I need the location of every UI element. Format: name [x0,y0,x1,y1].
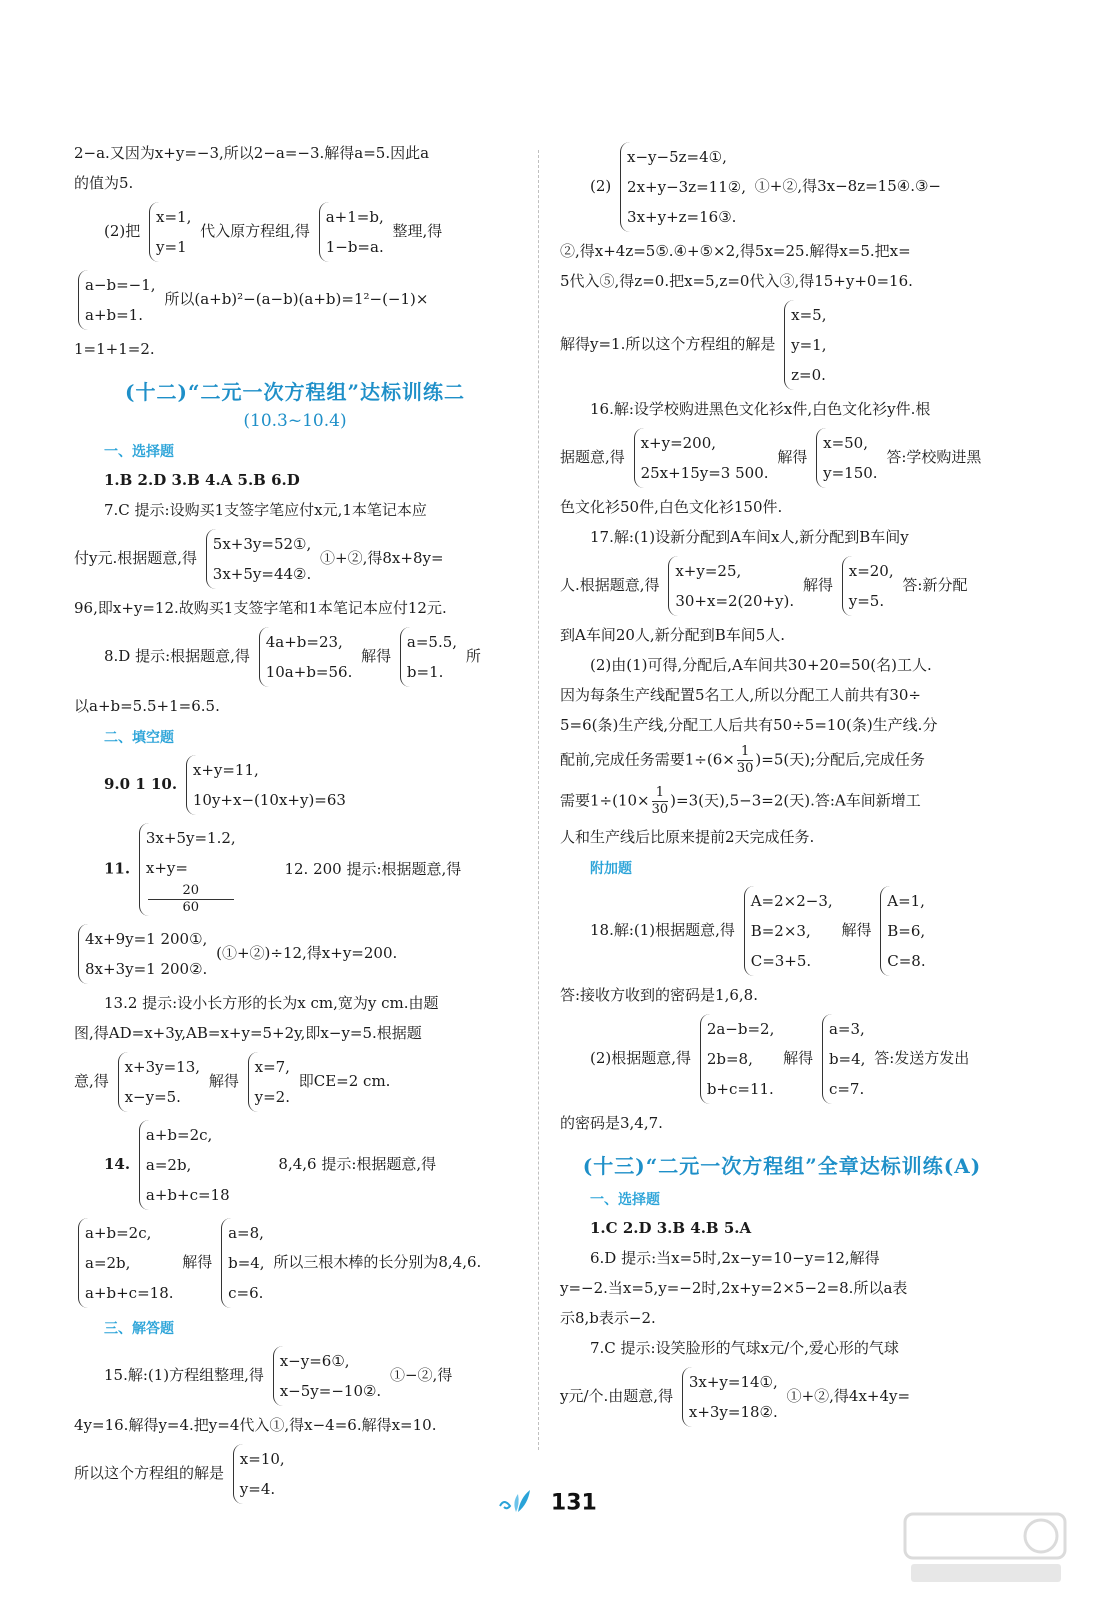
text-line: 5代入⑤,得z=0.把x=5,z=0代入③,得15+y+0=16. [560,272,913,290]
text-line: 1=1+1=2. [74,340,155,358]
question-line: 据题意,得 x+y=200, 25x+15y=3 500. 解得 x=50, y=150. 答:学校购进黑 [560,428,1004,488]
left-column [74,142,516,1512]
equation-system: a=3, b=4, c=7. [822,1014,865,1104]
question-line: 4x+9y=1 200①, 8x+3y=1 200②. (①+②)÷12,得x+y=200. [74,924,516,984]
equation-system: a=5.5, b=1. [400,627,457,687]
equation-system: a+b=2c, a=2b, a+b+c=18 [139,1120,230,1210]
question-line: 8.D 提示:根据题意,得 4a+b=23, 10a+b=56. 解得 a=5.5, b=1. 所 [74,627,516,687]
question-line: 15.解:(1)方程组整理,得 x−y=6①, x−5y=−10②. ①−②,得 [74,1346,516,1406]
text-line: 人和生产线后比原来提前2天完成任务. [560,828,815,846]
equation-system: 2a−b=2, 2b=8, b+c=11. [700,1014,775,1104]
text-line: 以a+b=5.5+1=6.5. [74,697,220,715]
text-line: 图,得AD=x+3y,AB=x+y=5+2y,即x−y=5.根据题 [74,1024,422,1042]
equation-system: x=10, y=4. [233,1444,285,1504]
right-column [560,142,1004,1435]
equation-system: x=1, y=1 [149,202,191,262]
question-line: a+b=2c, a=2b, a+b+c=18. 解得 a=8, b=4, c=6. 所以三根木棒的长分别为8,4,6. [74,1218,516,1308]
question-line: 配前,完成任务需要1÷(6× $\frac{1}{30}$ )=5(天);分配后,完成任务 [560,744,925,776]
text-line: 13.2 提示:设小长方形的长为x cm,宽为y cm.由题 [104,994,439,1012]
equation-system: 3x+y=14①, x+3y=18②. [682,1367,778,1427]
fraction: $\frac{1}{30}$ [736,744,754,776]
question-line: 付y元.根据题意,得 5x+3y=52①, 3x+5y=44②. ①+②,得8x+8y= [74,529,516,589]
question-line: 14. a+b=2c, a=2b, a+b+c=18 8,4,6 提示:根据题意,得 [74,1120,516,1210]
equation-system: a−b=−1, a+b=1. [78,270,156,330]
equation-system: x+y=200, 25x+15y=3 500. [634,428,769,488]
question-line: y元/个.由题意,得 3x+y=14①, x+3y=18②. ①+②,得4x+4y= [560,1367,1004,1427]
equation-system: a+1=b, 1−b=a. [319,202,384,262]
equation-system: x=5, y=1, z=0. [784,300,826,390]
question-line: a−b=−1, a+b=1. 所以(a+b)²−(a−b)(a+b)=1²−(−1)× [74,270,516,330]
equation-system: 4x+9y=1 200①, 8x+3y=1 200②. [78,924,207,984]
equation-system: x=20, y=5. [842,556,894,616]
text-line: 示8,b表示−2. [560,1309,656,1327]
question-line: (2)根据题意,得 2a−b=2, 2b=8, b+c=11. 解得 a=3, b=4, c=7. 答:发送方发出 [560,1014,1004,1104]
text-line: (2)由(1)可得,分配后,A车间共30+20=50(名)工人. [590,656,932,674]
section-heading [560,1150,1004,1179]
text-line: 到A车间20人,新分配到B车间5人. [560,626,786,644]
text-line: 的密码是3,4,7. [560,1114,663,1132]
equation-system: a+b=2c, a=2b, a+b+c=18. [78,1218,174,1308]
equation-system: x−y−5z=4①, 2x+y−3z=11②, 3x+y+z=16③. [620,142,746,232]
text-line: 6.D 提示:当x=5时,2x−y=10−y=12,解得 [590,1249,880,1267]
text-line: 16.解:设学校购进黑色文化衫x件,白色文化衫y件.根 [590,400,931,418]
equation-system: x=50, y=150. [816,428,877,488]
question-line: (2)把 x=1, y=1 代入原方程组,得 a+1=b, 1−b=a. 整理,得 [74,202,516,262]
text-line: 7.C 提示:设笑脸形的气球x元/个,爱心形的气球 [590,1339,899,1357]
text-line: 因为每条生产线配置5名工人,所以分配工人前共有30÷ [560,686,921,704]
subheading: 一、选择题 [590,1192,660,1208]
text-line: 96,即x+y=12.故购买1支签字笔和1本笔记本应付12元. [74,599,447,617]
equation-system: x−y=6①, x−5y=−10②. [273,1346,381,1406]
section-heading [74,376,516,431]
text-line: 2−a.又因为x+y=−3,所以2−a=−3.解得a=5.因此a [74,144,430,162]
text-line: 色文化衫50件,白色文化衫150件. [560,498,783,516]
equation-system: x+y=25, 30+x=2(20+y). [668,556,794,616]
question-line: 解得y=1.所以这个方程组的解是 x=5, y=1, z=0. [560,300,1004,390]
fraction: $\frac{1}{30}$ [651,785,669,817]
swirl-leaf-logo-icon [496,1486,540,1520]
answer-line: 1.C 2.D 3.B 4.B 5.A [590,1219,752,1237]
question-line: 需要1÷(10× $\frac{1}{30}$ )=3(天),5−3=2(天).答:A车间新增工 [560,785,921,817]
fraction: 20 60 [148,883,234,916]
text-line: 5=6(条)生产线,分配工人后共有50÷5=10(条)生产线.分 [560,716,938,734]
question-line: 11. 3x+5y=1.2, x+y= 20 60 12. 200 提示:根据题意,得 [74,823,516,916]
question-line: (2) x−y−5z=4①, 2x+y−3z=11②, 3x+y+z=16③. ①+②,得3x−8z=15④.③− [560,142,1004,232]
section-title: (十三)“二元一次方程组”全章达标训练(A) [582,1154,982,1178]
question-line: 意,得 x+3y=13, x−y=5. 解得 x=7, y=2. 即CE=2 cm. [74,1052,516,1112]
column-divider [538,150,539,1450]
subheading: 附加题 [590,861,632,877]
section-range: (10.3~10.4) [243,411,347,431]
equation-system: a=8, b=4, c=6. [221,1218,264,1308]
equation-system: x+3y=13, x−y=5. [118,1052,200,1112]
equation-system: 3x+5y=1.2, x+y= 20 60 [139,823,236,916]
text-line: 17.解:(1)设新分配到A车间x人,新分配到B车间y [590,528,909,546]
subheading: 三、解答题 [104,1321,174,1337]
watermark-logo-icon [901,1508,1071,1588]
subheading: 一、选择题 [104,444,174,460]
equation-system: A=2×2−3, B=2×3, C=3+5. [744,886,833,976]
question-line: 人.根据题意,得 x+y=25, 30+x=2(20+y). 解得 x=20, y=5. 答:新分配 [560,556,1004,616]
question-line: 所以这个方程组的解是 x=10, y=4. [74,1444,516,1504]
subheading: 二、填空题 [104,730,174,746]
text-line: 的值为5. [74,174,134,192]
text-line: 7.C 提示:设购买1支签字笔应付x元,1本笔记本应 [104,501,427,519]
equation-system: 5x+3y=52①, 3x+5y=44②. [206,529,311,589]
text-line: 答:接收方收到的密码是1,6,8. [560,986,758,1004]
answer-line: 1.B 2.D 3.B 4.A 5.B 6.D [104,471,300,489]
question-line: 18.解:(1)根据题意,得 A=2×2−3, B=2×3, C=3+5. 解得 A=1, B=6, C=8. [560,886,1004,976]
page-number: 131 [550,1490,597,1516]
section-title: (十二)“二元一次方程组”达标训练二 [125,380,465,404]
equation-system: x=7, y=2. [248,1052,290,1112]
text-line: y=−2.当x=5,y=−2时,2x+y=2×5−2=8.所以a表 [560,1279,908,1297]
equation-system: x+y=11, 10y+x−(10x+y)=63 [186,755,346,815]
text-line: ②,得x+4z=5⑤.④+⑤×2,得5x=25.解得x=5.把x= [560,242,911,260]
text-line: 4y=16.解得y=4.把y=4代入①,得x−4=6.解得x=10. [74,1416,437,1434]
equation-system: 4a+b=23, 10a+b=56. [259,627,353,687]
question-line: 9.0 1 10. x+y=11, 10y+x−(10x+y)=63 [74,755,516,815]
equation-system: A=1, B=6, C=8. [880,886,925,976]
